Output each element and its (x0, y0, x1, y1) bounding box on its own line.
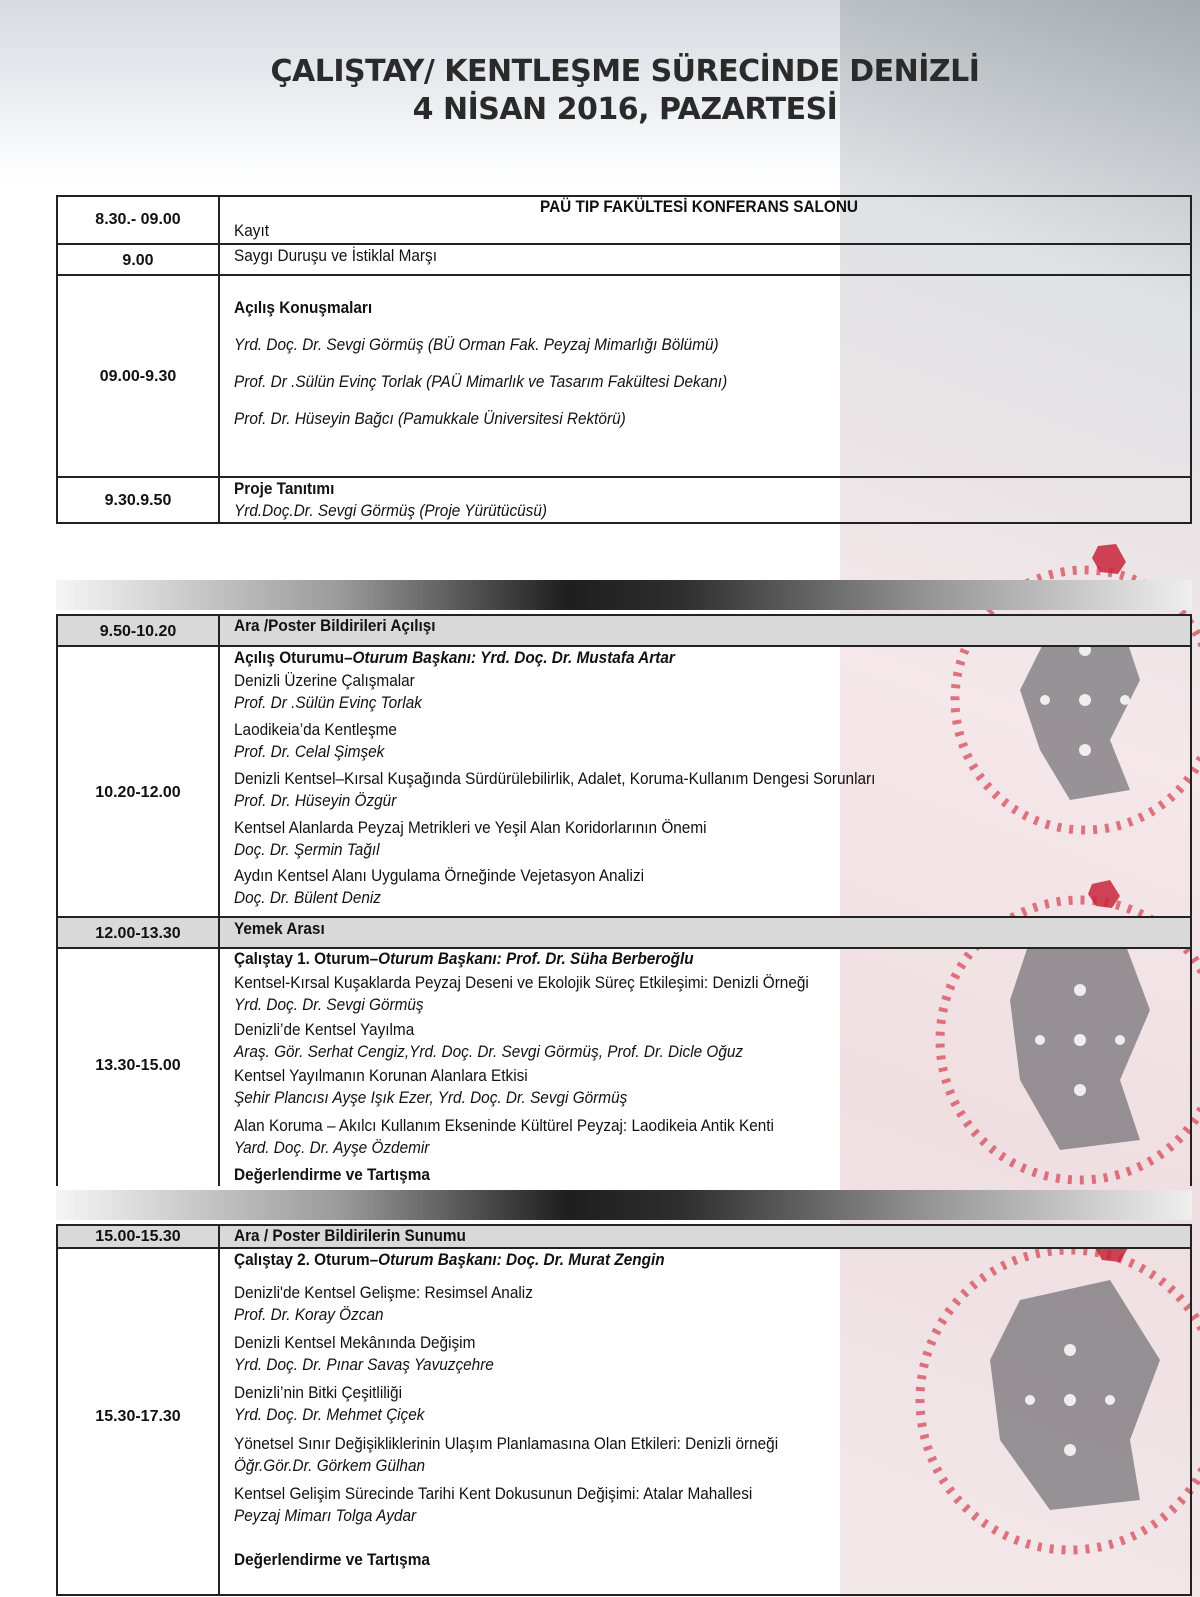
talk-speaker: Doç. Dr. Bülent Deniz (234, 889, 381, 907)
talk-speaker: Prof. Dr. Hüseyin Özgür (234, 792, 397, 810)
talk-title: Kentsel Alanlarda Peyzaj Metrikleri ve Yeşil Alan Koridorlarının Önemi (234, 819, 707, 837)
speaker: Prof. Dr. Hüseyin Bağcı (Pamukkale Üniversitesi Rektörü) (234, 410, 626, 428)
slot-heading: Proje Tanıtımı (234, 480, 335, 498)
slot-time: 9.30.9.50 (104, 492, 172, 509)
table3-bottom-border (56, 1594, 1192, 1596)
table3-column-divider (218, 1224, 220, 1596)
row-divider (56, 947, 1192, 949)
talk-speaker: Öğr.Gör.Dr. Görkem Gülhan (234, 1457, 426, 1475)
venue-label: PAÜ TIP FAKÜLTESİ KONFERANS SALONU (540, 198, 859, 216)
session-label: Açılış Oturumu (234, 649, 344, 667)
row-divider (56, 243, 1192, 245)
talk-title: Laodikeia’da Kentleşme (234, 721, 397, 739)
talk-speaker: Yard. Doç. Dr. Ayşe Özdemir (234, 1139, 430, 1157)
session-chair: Oturum Başkanı: Yrd. Doç. Dr. Mustafa Artar (352, 649, 675, 667)
table1-bottom-border (56, 522, 1192, 524)
slot-text: Ara /Poster Bildirileri Açılışı (234, 617, 436, 635)
session-chair: Oturum Başkanı: Prof. Dr. Süha Berberoğlu (378, 950, 694, 968)
talk-title: Denizli'de Kentsel Gelişme: Resimsel Analiz (234, 1284, 533, 1302)
slot-time: 15.00-15.30 (95, 1228, 181, 1245)
slot-time: 9.50-10.20 (99, 623, 177, 640)
row-divider (56, 645, 1192, 647)
talk-speaker: Yrd. Doç. Dr. Pınar Savaş Yavuzçehre (234, 1356, 494, 1374)
talk-speaker: Prof. Dr. Koray Özcan (234, 1306, 384, 1324)
session-header: Açılış Oturumu–Oturum Başkanı: Yrd. Doç. Dr. Mustafa Artar (234, 649, 675, 667)
slot-heading: Açılış Konuşmaları (234, 299, 373, 317)
talk-speaker: Yrd. Doç. Dr. Mehmet Çiçek (234, 1406, 425, 1424)
talk-title: Denizli Kentsel–Kırsal Kuşağında Sürdürülebilirlik, Adalet, Koruma-Kullanım Dengesi Sorunları (234, 770, 876, 788)
slot-time: 13.30-15.00 (95, 1057, 181, 1074)
slot-time: 10.20-12.00 (95, 784, 181, 801)
talk-title: Denizli Üzerine Çalışmalar (234, 672, 415, 690)
session-header: Çalıştay 1. Oturum–Oturum Başkanı: Prof. Dr. Süha Berberoğlu (234, 950, 694, 968)
map-decoration (870, 540, 1200, 1597)
slot-time: 09.00-9.30 (99, 368, 177, 385)
table2-left-border (56, 614, 58, 1186)
talk-speaker: Prof. Dr. Celal Şimşek (234, 743, 385, 761)
talk-speaker: Doç. Dr. Şermin Tağıl (234, 841, 380, 859)
speaker: Prof. Dr .Sülün Evinç Torlak (PAÜ Mimarlık ve Tasarım Fakültesi Dekanı) (234, 373, 728, 391)
row-divider (56, 1247, 1192, 1249)
talk-speaker: Peyzaj Mimarı Tolga Aydar (234, 1507, 417, 1525)
table2-top-border (56, 614, 1192, 616)
session-closing: Değerlendirme ve Tartışma (234, 1166, 430, 1184)
table2-right-border (1190, 614, 1192, 1186)
talk-title: Kentsel-Kırsal Kuşaklarda Peyzaj Deseni ve Ekolojik Süreç Etkileşimi: Denizli Örneği (234, 974, 809, 992)
talk-title: Alan Koruma – Akılcı Kullanım Ekseninde Kültürel Peyzaj: Laodikeia Antik Kenti (234, 1117, 774, 1135)
slot-time: 12.00-13.30 (95, 925, 181, 942)
talk-title: Kentsel Gelişim Sürecinde Tarihi Kent Dokusunun Değişimi: Atalar Mahallesi (234, 1485, 753, 1503)
table1-top-border (56, 195, 1192, 197)
speaker: Yrd. Doç. Dr. Sevgi Görmüş (BÜ Orman Fak. Peyzaj Mimarlığı Bölümü) (234, 336, 719, 354)
row-divider (56, 476, 1192, 478)
slot-time: 15.30-17.30 (95, 1408, 181, 1425)
slot-text: Kayıt (234, 222, 269, 240)
separator-band (56, 1190, 1192, 1220)
break-row-shade (57, 1225, 1191, 1247)
session-chair: Oturum Başkanı: Doç. Dr. Murat Zengin (378, 1251, 665, 1269)
session-closing: Değerlendirme ve Tartışma (234, 1551, 430, 1569)
speaker: Yrd.Doç.Dr. Sevgi Görmüş (Proje Yürütücüsü) (234, 502, 547, 520)
table3-right-border (1190, 1224, 1192, 1596)
talk-title: Denizli’nin Bitki Çeşitliliği (234, 1384, 402, 1402)
talk-speaker: Prof. Dr .Sülün Evinç Torlak (234, 694, 422, 712)
row-divider (56, 916, 1192, 918)
break-row-shade (57, 615, 1191, 645)
session-header: Çalıştay 2. Oturum–Oturum Başkanı: Doç. Dr. Murat Zengin (234, 1251, 665, 1269)
table3-top-border (56, 1224, 1192, 1226)
slot-text: Saygı Duruşu ve İstiklal Marşı (234, 247, 437, 265)
slot-time: 9.00 (122, 252, 154, 269)
table2-column-divider (218, 614, 220, 1186)
row-divider (56, 274, 1192, 276)
talk-title: Kentsel Yayılmanın Korunan Alanlara Etkisi (234, 1067, 528, 1085)
session-label: Çalıştay 2. Oturum (234, 1251, 370, 1269)
talk-title: Denizli’de Kentsel Yayılma (234, 1021, 415, 1039)
talk-title: Yönetsel Sınır Değişikliklerinin Ulaşım Planlamasına Olan Etkileri: Denizli örneği (234, 1435, 779, 1453)
talk-title: Aydın Kentsel Alanı Uygulama Örneğinde Vejetasyon Analizi (234, 867, 645, 885)
break-row-shade (57, 917, 1191, 947)
talk-speaker: Şehir Plancısı Ayşe Işık Ezer, Yrd. Doç. Dr. Sevgi Görmüş (234, 1089, 628, 1107)
slot-time: 8.30.- 09.00 (95, 211, 181, 228)
talk-title: Denizli Kentsel Mekânında Değişim (234, 1334, 476, 1352)
slot-text: Yemek Arası (234, 920, 325, 938)
talk-speaker: Araş. Gör. Serhat Cengiz,Yrd. Doç. Dr. Sevgi Görmüş, Prof. Dr. Dicle Oğuz (234, 1043, 744, 1061)
session-label: Çalıştay 1. Oturum (234, 950, 370, 968)
separator-band (56, 580, 1192, 610)
page-title-line2: 4 NİSAN 2016, PAZARTESİ (412, 92, 838, 127)
talk-speaker: Yrd. Doç. Dr. Sevgi Görmüş (234, 996, 424, 1014)
slot-text: Ara / Poster Bildirilerin Sunumu (234, 1227, 466, 1245)
page-title-line1: ÇALIŞTAY/ KENTLEŞME SÜRECİNDE DENİZLİ (270, 54, 980, 89)
